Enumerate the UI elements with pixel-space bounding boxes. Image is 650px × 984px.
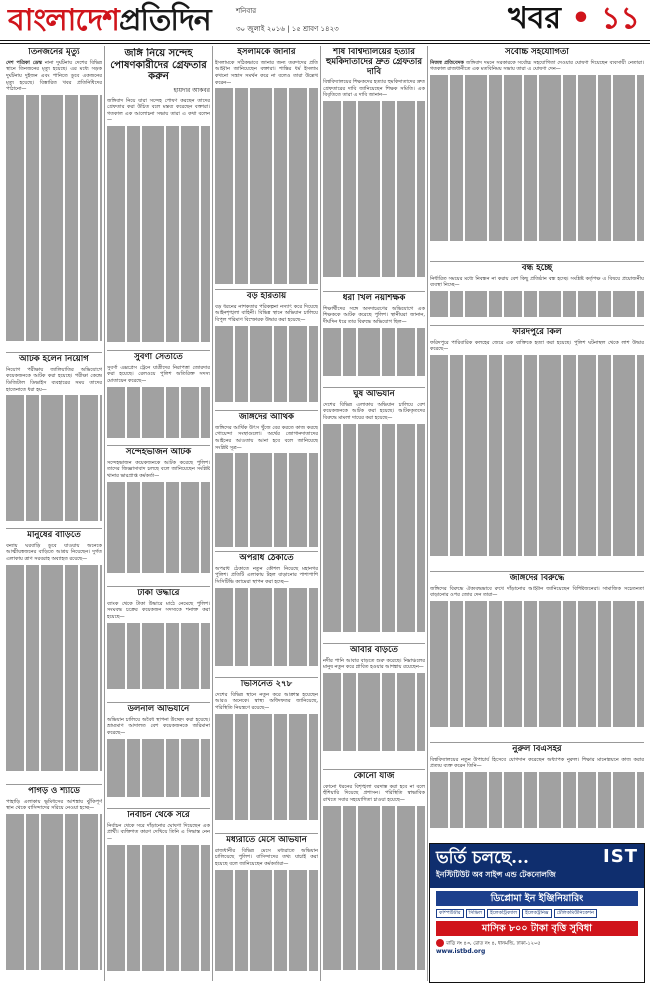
location-icon bbox=[436, 939, 444, 947]
article-text: বিশ্ববিদ্যালয়ের নতুন উপাচার্য হিসেবে যোগদান করেছেন অধ্যাপক নুরুল। শিক্ষার মানোন্নয়নে কাজ করার প্রত্যয় ব্যক্ত করেন তিনি— bbox=[430, 756, 644, 770]
article-text-lines bbox=[323, 326, 425, 378]
article-divider bbox=[215, 833, 318, 834]
article-text: ফরিদপুরে পারিবারিক কলহের জেরে এক ব্যক্তিকে হত্যা করা হয়েছে। পুলিশ ঘটনাস্থল থেকে লাশ উদ্ধার করেছে— bbox=[430, 339, 644, 353]
article bbox=[215, 680, 318, 830]
issue-day: শনিবার bbox=[236, 7, 257, 15]
article-divider bbox=[107, 350, 210, 351]
article-divider bbox=[107, 586, 210, 587]
article-headline: জঙ্গিদের বিরুদ্ধে bbox=[509, 574, 565, 583]
article-divider bbox=[430, 261, 644, 262]
article-headline: ইসলামকে জানার bbox=[237, 48, 296, 57]
column-divider bbox=[427, 46, 428, 981]
page-number: ১১ bbox=[601, 1, 640, 36]
article-divider bbox=[430, 325, 644, 326]
article-text-lines bbox=[215, 586, 318, 668]
article-divider bbox=[323, 769, 425, 770]
article-headline: ভিসিনেত ২৭৮ bbox=[240, 680, 293, 689]
ad-website-link[interactable]: www.istbd.org bbox=[436, 948, 486, 955]
article-headline: জঙ্গি নিয়ে সন্দেহ পোষণকারীদের গ্রেফতার করুন bbox=[110, 48, 207, 82]
article-headline: নুরুল বিএসইর bbox=[512, 745, 562, 754]
article bbox=[215, 292, 318, 407]
article-headline: ঘুষ অভিযান bbox=[353, 390, 395, 399]
article-headline: টাকা উদ্ধারে bbox=[137, 589, 180, 598]
column-divider bbox=[320, 46, 321, 981]
article-text: শিক্ষার্থীদের সঙ্গে অসদাচরণের অভিযোগে এক শিক্ষককে আটক করেছে পুলিশ। স্থানীয়রা জানান, দীর্ঘদিন ধরে তার বিরুদ্ধে অভিযোগ ছিল— bbox=[323, 305, 425, 325]
article-text: অভিযান চালিয়ে অবৈধ স্থাপনা উচ্ছেদ করা হয়েছে। ভ্রাম্যমাণ আদালত বেশ কয়েকজনকে জরিমানা করেছে— bbox=[107, 716, 210, 736]
article-headline: নির্বাচন থেকে সরে bbox=[127, 811, 190, 820]
article-text-lines bbox=[107, 480, 210, 575]
article-text-lines bbox=[6, 393, 102, 523]
masthead bbox=[0, 0, 650, 40]
ad-technology-item: ইলেকট্রিক্যাল bbox=[487, 909, 520, 918]
article-headline: তিনজনের মৃত্যু bbox=[28, 48, 80, 57]
section-dot-icon: • bbox=[560, 1, 602, 36]
article-text-lines bbox=[6, 812, 102, 972]
article-text-lines bbox=[107, 621, 210, 691]
article-text-lines bbox=[107, 843, 210, 973]
article-text-lines bbox=[430, 289, 644, 319]
article-text: জঙ্গিদের আর্থিক উৎস খুঁজে বের করতে কাজ করছে গোয়েন্দা সংস্থাগুলো। অর্থের জোগানদাতাদের আইনের আওতায় আনা হবে বলে জানিয়েছে সংশ্লিষ্ট সূত্র— bbox=[215, 424, 318, 451]
article bbox=[323, 390, 425, 640]
article-text: রাজধানীর বিভিন্ন মেসে মধ্যরাতে অভিযান চালিয়েছে পুলিশ। বাসিন্দাদের তথ্য যাচাই করা হয়েছে বলে জানিয়েছেন কর্মকর্তারা— bbox=[215, 847, 318, 867]
article-body bbox=[430, 60, 644, 73]
logo-left: বাংলাদেশ bbox=[8, 3, 119, 38]
article-headline: মধ্যরাতে মেসে অভিযান bbox=[226, 836, 307, 845]
article-text-lines bbox=[215, 324, 318, 404]
logo-right: প্রতিদিন bbox=[118, 3, 211, 38]
article bbox=[107, 448, 210, 583]
masthead-rule bbox=[0, 40, 650, 41]
article-divider bbox=[107, 702, 210, 703]
article-headline: কোনো যার্জ bbox=[353, 772, 395, 781]
article-divider bbox=[215, 289, 318, 290]
article-text: পাহাড়ি এলাকায় ভূমিধসের আশঙ্কায় ঝুঁকিপূর্ণ স্থান থেকে বাসিন্দাদের সরিয়ে নেওয়া হচ্ছে— bbox=[6, 798, 102, 812]
article-byline: হায়দার আকবর bbox=[173, 86, 210, 94]
article-text: কোনো ধরনের বিশৃঙ্খলা বরদাস্ত করা হবে না বলে হুঁশিয়ারি দিয়েছে প্রশাসন। পরিস্থিতি স্বাভাবিক রাখতে সবার সহযোগিতা চাওয়া হয়েছে— bbox=[323, 783, 425, 803]
article-divider bbox=[430, 742, 644, 743]
article-body bbox=[6, 60, 102, 93]
article-text: নানা দুর্ঘটনায় দেশের বিভিন্ন স্থানে তিনজনের মৃত্যু হয়েছে। এর মধ্যে সড়ক দুর্ঘটনায় দুইজন এবং পানিতে ডুবে একজনের মৃত্যু হয়েছে। বিস্তারিত খবর প্রতিনিধিদের পাঠানো— bbox=[6, 59, 102, 93]
article-text: জঙ্গিবাদ নিয়ে যারা সন্দেহ পোষণ করছেন তাদের গ্রেফতার করা উচিত বলে মন্তব্য করেছেন বক্তারা। গতকাল এক আলোচনা সভায় তারা এ কথা বলেন— bbox=[107, 97, 210, 124]
article-divider bbox=[215, 551, 318, 552]
article-text-lines bbox=[215, 712, 318, 822]
article-headline: সুবর্ণা সেতাতে bbox=[134, 353, 183, 362]
article-text-lines bbox=[215, 86, 318, 286]
ad-heading: ভর্তি চলছে... bbox=[436, 848, 529, 868]
article bbox=[107, 589, 210, 699]
article-lead: দেশ পত্রিকা ডেস্ক bbox=[6, 59, 43, 66]
ad-address: বাড়ি নং ৪৩, রোড নং ৪, ধানমন্ডি, ঢাকা-১২০৫ bbox=[446, 940, 541, 947]
article-text: বিশ্ববিদ্যালয়ের শিক্ষকদের হত্যার হুমকিদাতাদের দ্রুত গ্রেফতারের দাবি জানিয়েছেন শিক্ষক সমিতি। এক বিবৃতিতে তারা এ দাবি জানান— bbox=[323, 79, 425, 99]
article-headline: শীর্ষ বিশ্বিদ্যালয়ের হত্যার হুমকিদাতাদের দ্রুত গ্রেফতার দাবি bbox=[325, 48, 423, 77]
column-divider bbox=[104, 46, 105, 981]
article-text: নদীর পানি আবার বাড়তে শুরু করেছে। নিম্নাঞ্চলের মানুষ নতুন করে প্লাবিত হওয়ার আশঙ্কায় রয়েছেন— bbox=[323, 657, 425, 671]
ad-technology-item: কম্পিউটার bbox=[436, 909, 464, 918]
article-text: নির্ধারিত সময়ের মধ্যে নিবন্ধন না করায় বেশ কিছু প্রতিষ্ঠান বন্ধ হচ্ছে। সংশ্লিষ্ট কর্তৃপক্ষ এ বিষয়ে প্রয়োজনীয় ব্যবস্থা নিচ্ছে— bbox=[430, 275, 644, 289]
article-divider bbox=[323, 387, 425, 388]
ad-technology-item: টেলিকমিউনিকেশন bbox=[554, 909, 597, 918]
ad-technology-list bbox=[436, 909, 638, 918]
article-text: সুবর্ণা এক্সপ্রেস ট্রেনে যাত্রীদের নিরাপত্তা জোরদার করা হয়েছে। রেলওয়ে পুলিশ অতিরিক্ত সদস্য মোতায়েন করেছে— bbox=[107, 364, 210, 384]
section-word: খবর bbox=[508, 1, 561, 36]
article-text: ব্যাংক থেকে টাকা উদ্ধারে মাঠে নেমেছে পুলিশ। সংঘবদ্ধ চক্রের কয়েকজন সদস্যকে শনাক্ত করা হয়েছে— bbox=[107, 600, 210, 620]
article bbox=[430, 264, 644, 322]
article-divider bbox=[430, 571, 644, 572]
article bbox=[430, 328, 644, 568]
article bbox=[6, 531, 102, 781]
ad-scholarship-banner: মাসিক ৮০০ টাকা বৃত্তি সুবিধা bbox=[436, 921, 638, 936]
article-text: অপরাধ ঠেকাতে নতুন কৌশল নিয়েছে মহানগর পুলিশ। প্রতিটি এলাকায় টহল বাড়ানোর পাশাপাশি সিসিটিভি ক্যামেরা স্থাপন করা হচ্ছে— bbox=[215, 565, 318, 585]
article-text-lines bbox=[430, 353, 644, 558]
article-text: ইসলামকে সঠিকভাবে জানার জন্য তরুণদের প্রতি আহ্বান জানিয়েছেন বক্তারা। শান্তির ধর্ম ইসলাম কখনো সন্ত্রাস সমর্থন করে না বলেও তারা উল্লেখ করেন— bbox=[215, 59, 318, 86]
article-text: জঙ্গিদের বিরুদ্ধে ঐক্যবদ্ধভাবে রুখে দাঁড়ানোর আহ্বান জানিয়েছেন বিশিষ্টজনেরা। সামাজিক সচেতনতা বাড়ানোর ওপর জোর দেন তারা— bbox=[430, 585, 644, 599]
article-headline: ধরা খিল নয়শিক্ষক bbox=[342, 294, 406, 303]
ad-institute-name: ইনস্টিটিউট অব সাইন্স এন্ড টেকনোলজি bbox=[436, 870, 556, 879]
newspaper-logo bbox=[8, 4, 211, 38]
ad-contact bbox=[436, 939, 638, 947]
article-text: জঙ্গিবাদ দমনে সরকারকে সর্বোচ্চ সহযোগিতা দেওয়ার ঘোষণা দিয়েছেন ব্যবসায়ী নেতারা। গতকাল রাজধানীতে এক মতবিনিময় সভায় তারা এ ঘোষণা দেন— bbox=[430, 59, 644, 73]
article-text-lines bbox=[430, 770, 644, 830]
article-text-lines bbox=[430, 599, 644, 729]
article-headline: ফরিদপুরে কিল bbox=[512, 328, 562, 337]
article-divider bbox=[6, 528, 102, 529]
article bbox=[107, 811, 210, 979]
article bbox=[430, 745, 644, 840]
article-text-lines bbox=[107, 737, 210, 799]
article-text-lines bbox=[107, 385, 210, 440]
article-text-lines bbox=[215, 451, 318, 548]
article bbox=[107, 353, 210, 443]
article-text: সন্দেহভাজন কয়েকজনকে আটক করেছে পুলিশ। তাদের জিজ্ঞাসাবাদ চলছে বলে জানিয়েছেন সংশ্লিষ্ট থানার ভারপ্রাপ্ত কর্মকর্তা— bbox=[107, 459, 210, 479]
article-divider bbox=[215, 410, 318, 411]
article bbox=[215, 413, 318, 548]
article-headline: সন্দেহভাজন আটক bbox=[125, 448, 192, 457]
article-text: নির্বাচন থেকে সরে দাঁড়ানোর ঘোষণা দিয়েছেন এক প্রার্থী। ব্যক্তিগত কারণ দেখিয়ে তিনি এ সিদ্ধান্ত নেন— bbox=[107, 822, 210, 842]
admission-advertisement[interactable] bbox=[429, 843, 645, 983]
article-divider bbox=[107, 445, 210, 446]
article-divider bbox=[6, 352, 102, 353]
article-text-lines bbox=[323, 804, 425, 972]
issue-date: ৩০ জুলাই ২০১৬ | ১৫ শ্রাবণ ১৪২৩ bbox=[236, 25, 339, 33]
article bbox=[6, 48, 102, 350]
article bbox=[323, 772, 425, 979]
ad-header-band bbox=[430, 844, 644, 888]
article bbox=[323, 294, 425, 384]
section-title bbox=[508, 2, 640, 36]
article-text: দেশের বিভিন্ন এলাকায় অভিযান চালিয়ে বেশ কয়েকজনকে আটক করা হয়েছে। আটককৃতদের বিরুদ্ধে মামলা দায়ের করা হয়েছে— bbox=[323, 401, 425, 421]
article-divider bbox=[6, 784, 102, 785]
article-divider bbox=[107, 808, 210, 809]
article-headline: ডলনাল অভিযানে bbox=[127, 705, 190, 714]
article bbox=[430, 574, 644, 739]
article bbox=[430, 48, 644, 258]
article bbox=[215, 48, 318, 286]
article-divider bbox=[215, 677, 318, 678]
article bbox=[215, 836, 318, 979]
ad-diploma-banner: ডিপ্লোমা ইন ইঞ্জিনিয়ারিং bbox=[436, 891, 638, 906]
article-headline: পাগড় ও শ্যাডে bbox=[28, 787, 80, 796]
article-text: দেশের বিভিন্ন স্থানে নতুন করে আক্রান্ত হয়েছেন আরও অনেকে। স্বাস্থ্য অধিদফতর জানিয়েছে, পরিস্থিতি নিয়ন্ত্রণে রয়েছে— bbox=[215, 691, 318, 711]
article-text-lines bbox=[6, 563, 102, 773]
article-divider bbox=[323, 291, 425, 292]
article-headline: সর্বোচ্চ সহযোগিতা bbox=[505, 48, 569, 57]
article-text-lines bbox=[107, 124, 210, 344]
article-text-lines bbox=[323, 99, 425, 279]
article-lead: নিজস্ব প্রতিবেদক bbox=[430, 59, 464, 66]
article-headline: আবার বাড়তে bbox=[350, 646, 398, 655]
article-divider bbox=[323, 643, 425, 644]
article bbox=[6, 787, 102, 979]
article-text: নিয়োগ পরীক্ষায় জালিয়াতির অভিযোগে কয়েকজনকে আটক করা হয়েছে। পরীক্ষা কেন্দ্রে ডিজিটাল ডিভাইস ব্যবহারের সময় তাদের হাতেনাতে ধরা হয়— bbox=[6, 366, 102, 393]
article-headline: মানুষের বাড়িতে bbox=[27, 531, 81, 540]
ad-technology-item: ইলেকট্রনিক্স bbox=[522, 909, 551, 918]
article-headline: জঙ্গিদের আর্থিক bbox=[239, 413, 294, 422]
article-text: বন্যায় ঘরবাড়ি ডুবে যাওয়ায় অনেকে আত্মীয়স্বজনের বাড়িতে আশ্রয় নিয়েছেন। দুর্গত এলাকায় ত্রাণ সরবরাহ অব্যাহত রয়েছে— bbox=[6, 542, 102, 562]
article-headline: বন্ধ হচ্ছে bbox=[521, 264, 553, 273]
article-text-lines bbox=[215, 868, 318, 973]
article-text-lines bbox=[323, 422, 425, 634]
article bbox=[215, 554, 318, 674]
article bbox=[323, 646, 425, 766]
article bbox=[107, 705, 210, 805]
article-headline: অপরাধ ঠেকাতে bbox=[239, 554, 294, 563]
article-text-lines bbox=[430, 73, 644, 243]
article-headline: আটক হলেন নিয়োগ bbox=[19, 355, 89, 364]
article-text-lines bbox=[323, 671, 425, 753]
article-text: বড় ধরনের নাশকতার পরিকল্পনা নস্যাৎ করে দিয়েছে আইনশৃঙ্খলা বাহিনী। বিভিন্ন স্থানে অভিযান চালিয়ে বিপুল পরিমাণ বিস্ফোরক উদ্ধার করা হয়েছে— bbox=[215, 303, 318, 323]
article bbox=[107, 48, 210, 348]
article bbox=[6, 355, 102, 525]
article-text-lines bbox=[6, 93, 102, 343]
issue-meta bbox=[236, 6, 339, 34]
masthead-rule-thin bbox=[0, 43, 650, 44]
article-headline: বড় হরিতায় bbox=[246, 292, 287, 301]
ad-technology-item: সিভিল bbox=[466, 909, 486, 918]
ad-brand-logo: IST bbox=[603, 846, 638, 867]
article bbox=[323, 48, 425, 288]
column-divider bbox=[212, 46, 213, 981]
